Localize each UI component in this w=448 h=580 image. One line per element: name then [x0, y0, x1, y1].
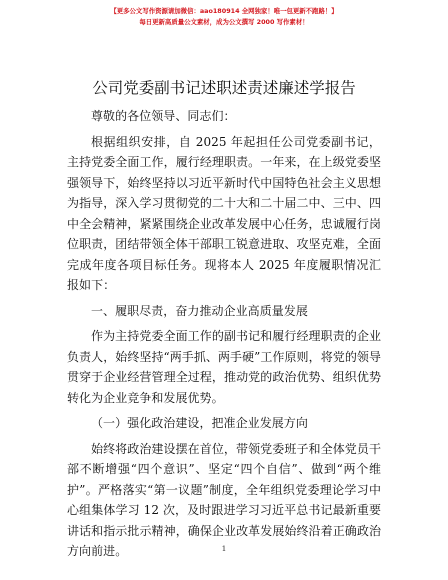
subsection-heading-1: （一）强化政治建设，把准企业发展方向: [91, 416, 308, 430]
salutation: 尊敬的各位领导、同志们：: [91, 109, 236, 123]
document-body: [67, 106, 381, 562]
page-number: 1: [221, 544, 227, 553]
section-heading-1: 一、履职尽责，奋力推动企业高质量发展: [91, 303, 308, 318]
promo-banner: [0, 6, 448, 28]
paragraph-political: 始终将政治建设摆在首位，带领党委班子和全体党员干部不断增强“四个意识”、坚定“四个自信”、做到“两个维护”。严格落实“第一议题”制度，全年组织党委理论学习中心组集体学习 12 次，及时跟进学习习近平总书记最新重要讲话和指示批示精神，确保企业改革发展始终沿着正确政治方向前进。: [67, 441, 381, 558]
paragraph-duties: 作为主持党委全面工作的副书记和履行经理职责的企业负责人，始终坚持“两手抓、两手硬”工作原则，将党的领导贯穿于企业经营管理全过程，推动党的政治优势、组织优势转化为企业竞争和发展优势。: [67, 329, 381, 405]
promo-banner-line1: 【更多公文写作资源请加微信：aao180914 全网独家！唯一包更新不跑路！】: [110, 7, 338, 15]
document-title: 公司党委副书记述职述责述廉述学报告: [92, 79, 356, 97]
promo-banner-line2: 每日更新高质量公文素材，成为公文撰写 2000 写作素材！: [139, 18, 309, 26]
paragraph-intro: 根据组织安排，自 2025 年起担任公司党委副书记，主持党委全面工作，履行经理职责。一年来，在上级党委坚强领导下，始终坚持以习近平新时代中国特色社会主义思想为指导，深入学习贯彻党的二十大和二十届二中、三中、四中全会精神，紧紧围绕企业改革发展中心任务，忠诚履行岗位职责，团结带领全体干部职工锐意进取、攻坚克难，全面完成年度各项目标任务。现将本人 2025 年度履职情况汇报如下：: [67, 134, 381, 292]
